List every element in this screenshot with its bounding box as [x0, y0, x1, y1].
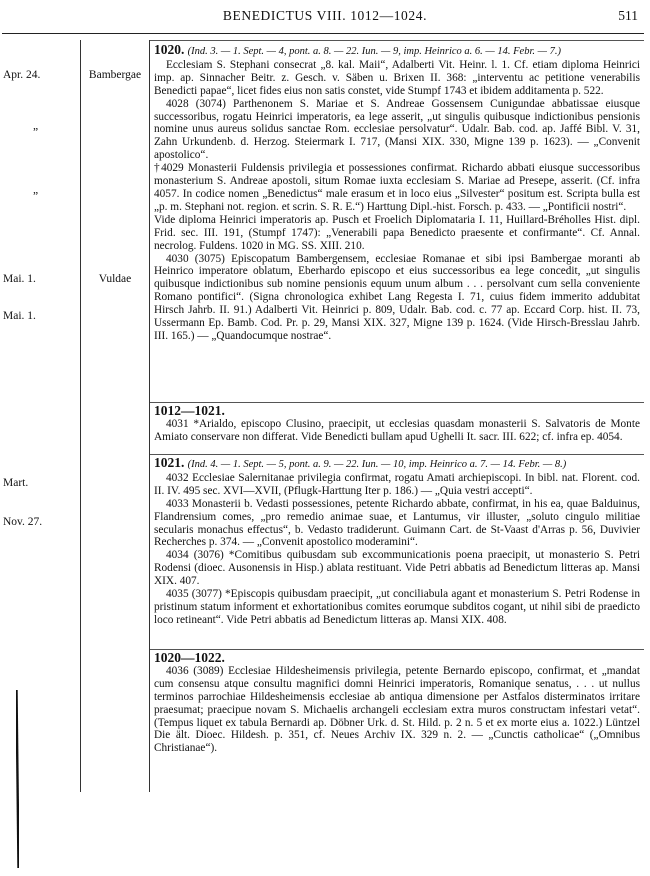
running-title: BENEDICTUS VIII. 1012—1024.: [222, 8, 428, 23]
section-year: 1012—1021.: [154, 403, 225, 418]
running-header: [0, 6, 650, 26]
entry-text: †4029 Monasterii Fuldensis privilegia et possessiones confirmat. Richardo abbati eiusque successoribus monasterium S. Andreae apostoli, situm Romae iuxta ecclesiam S. Mariae ad Presepe, asserit. (Cf. infra 4057. In codice nomen „Benedictus“ male erasum et in loco eius „Silvester“ positum est. Scripta bulla est „p. m. Stephani not. region. et scrin. S. R. E.“) Harttung Dipl.-hist. Forsch. p. 433. — „Pontificii nostri“.: [154, 162, 640, 213]
margin-date: Apr. 24.: [3, 69, 41, 81]
section-year: 1020.: [154, 42, 185, 57]
entry-text: Vide diploma Heinrici imperatoris ap. Pusch et Froelich Diplomataria I. 11, Huillard-Bréholles Hist. dipl. Frid. sec. III. 191, (Stumpf 1747): „Venerabili papa Benedicto praesente et confirmante“. Cf. Annal. necrolog. Fuldens. 1020 in MG. SS. XIII. 210.: [154, 213, 640, 252]
margin-place: Vuldae: [98, 273, 132, 285]
section-year: 1021.: [154, 455, 185, 470]
margin-date: Mart.: [3, 477, 29, 489]
entry-text: 4032 Ecclesiae Salernitanae privilegia confirmat, rogatu Amati archiepiscopi. In bibl. nat. Florent. cod. II. IV. 495 sec. XVI—XVII, (Pflugk-Harttung Iter p. 186.) — „Quia vestri accepti“.: [154, 471, 640, 497]
section-heading: [154, 457, 640, 472]
entry-text: 4036 (3089) Ecclesiae Hildesheimensis privilegia, petente Bernardo episcopo, confirmat, et „mandat cum consensu atque consultu magnifici domni Heinrici imperatoris, Romanique senatus, . . . ut nullus terminos parrochiae Hildesheimensis ecclesiae ab antiqua dimensione per Astfalos disterminatos irritare praesumat; praecipue novam S. Michaelis archangeli ecclesiam extra muros constructam infestari vetat“. (Tempus liquet ex tabula Bernardi ap. Döbner Urk. d. St. Hild. p. 2 n. 5 et ex morte eius a. 1022.) Lüntzel Die ält. Dioec. Hildesh. p. 351, cf. Neues Archiv IX. 329 n. 2. — „Cunctis catholicae“ („Omnibus Christianae“).: [154, 664, 640, 755]
margin-date-ditto: „: [33, 184, 39, 196]
page-number: 511: [618, 8, 638, 23]
section-chronology: (Ind. 3. — 1. Sept. — 4, pont. a. 8. — 22. Iun. — 9, imp. Heinrico a. 6. — 14. Febr. — 7.): [187, 46, 561, 57]
margin-place: Bambergae: [88, 69, 142, 81]
section-1012-1021: [154, 405, 640, 444]
section-1020-1022: [154, 652, 640, 755]
entry-text: Ecclesiam S. Stephani consecrat „8. kal. Maii“, Adalberti Vit. Heinr. l. 1. Cf. etiam diploma Heinrici imp. ap. Sinnacher Beitr. z. Gesch. v. Säben u. Brixen II. 368: „interventu ac petitione venerabilis Benedicti papae“, licet fides eius non satis constet, vide Stumpf 1743 et ibidem additamenta p. 522.: [154, 58, 640, 97]
section-chronology: (Ind. 4. — 1. Sept. — 5, pont. a. 9. — 22. Iun. — 10, imp. Heinrico a. 7. — 14. Febr. — 8.): [187, 459, 567, 470]
section-year: 1020—1022.: [154, 650, 225, 665]
margin-date: Mai. 1.: [3, 273, 36, 285]
entry-text: 4030 (3075) Episcopatum Bambergensem, ecclesiae Romanae et sibi ipsi Bambergae moranti ab Heinrico imperatore oblatum, Eberhardo episcopo et eius successoribus ea lege concedit, „ut singulis quibusque indictionibus sub nomine pensionis equum unum album . . . persolvant cum sella conveniente Romano pontifici“. (Signa chronologica exhibet Lang Regesta I. 71, cuius fidem immerito addubitat Hirsch Jahrb. II. 91.) Adalberti Vit. Heinrici p. 809, Udalr. Bab. cod. c. 77 ap. Eccard Corp. hist. II. 73, Ussermann Ep. Bamb. Cod. Pr. p. 29, Mansi XIX. 327, Migne 139 p. 1624. (Vide Hirsch-Bresslau Jahrb. III. 165.) — „Quandocumque nostrae“.: [154, 252, 640, 342]
entry-text: 4033 Monasterii b. Vedasti possessiones, petente Richardo abbate, confirmat, in his ea, quae Balduinus, Flandrensium comes, „pro remedio animae suae, et Lantumus, vir illuster, „soluto cingulo militiae secularis monachus effectus“, b. Vedasto tradiderunt. Guimann Cart. de St-Vaast d'Arras p. 56, Duvivier Recherches p. 374. — „Convenit apostolico moderamini“.: [154, 497, 640, 549]
section-1021: [154, 457, 640, 627]
section-rule: [150, 454, 644, 455]
place-column-rule: [149, 40, 150, 792]
entry-text: 4031 *Arialdo, episcopo Clusino, praecipit, ut ecclesias quasdam monasterii S. Salvatoris de Monte Amiato conservare non differat. Vide Benedicti bullam apud Ughelli It. sacr. III. 622; cf. infra ep. 4054.: [154, 417, 640, 443]
entry-text: 4028 (3074) Parthenonem S. Mariae et S. Andreae Gossensem Cunigundae abbatissae eiusque successoribus, rogatu Heinrici imperatoris, ea lege asserit, „ut singulis quibusque indictionibus pensionis nomine unus aureus solidus sanctae Rom. ecclesiae persolvatur“. Udalr. Bab. cod. ap. Jaffé Bibl. V. 31, Zahn Urkundenb. d. Herzog. Steiermark I. 717, (Mansi XIX. 330, Migne 139 p. 1623). — „Convenit apostolico“.: [154, 97, 640, 162]
margin-date: Nov. 27.: [3, 516, 43, 528]
section-heading: [154, 44, 640, 59]
scan-edge-stroke: [16, 690, 19, 868]
date-column-rule: [80, 40, 81, 792]
section-1020: [154, 44, 640, 343]
entry-text: 4035 (3077) *Episcopis quibusdam praecipit, „ut conciliabula agant et monasterium S. Petri Rodense in pristinum statum informent et exhortationibus comites eorumque subditos cogant, ut nihil sibi de praedicto loco retineant“. Vide Petri abbatis ad Benedictum litteras ap. Mansi XIX. 408.: [154, 588, 640, 626]
header-rule: [2, 33, 644, 34]
margin-date: Mai. 1.: [3, 310, 36, 322]
margin-date-ditto: „: [33, 120, 39, 132]
section-heading: [154, 405, 640, 418]
entry-text: 4034 (3076) *Comitibus quibusdam sub excommunicationis poena praecipit, ut monasterio S. Petri Rodensi (dioec. Ausonensis in Hisp.) ablata restituant. Vide Petri abbatis ad Benedictum litteras ap. Mansi XIX. 407.: [154, 549, 640, 588]
section-heading: [154, 652, 640, 665]
section-rule: [150, 40, 644, 41]
